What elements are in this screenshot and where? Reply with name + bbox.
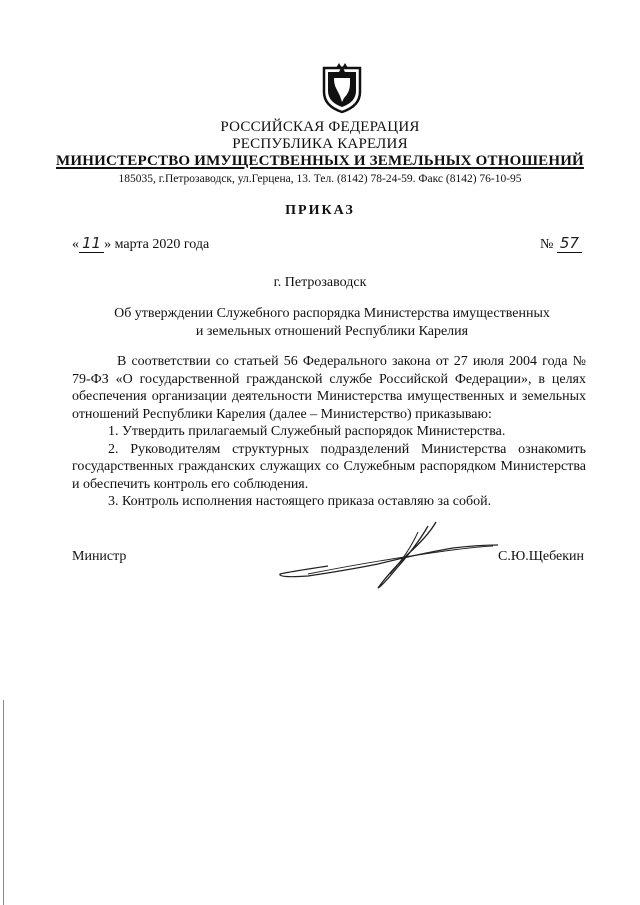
- order-item-3: 3. Контроль исполнения настоящего приказа оставляю за собой.: [108, 494, 492, 509]
- order-day-handwritten: 11: [79, 234, 104, 253]
- signatory-name: С.Ю.Щебекин: [498, 549, 585, 564]
- scan-edge-divider: [3, 700, 4, 905]
- ministry-name: МИНИСТЕРСТВО ИМУЩЕСТВЕННЫХ И ЗЕМЕЛЬНЫХ ОТНОШЕНИЙ: [56, 153, 584, 169]
- order-body: [72, 353, 586, 511]
- handwritten-signature-icon: [278, 514, 508, 592]
- subject-line-2: и земельных отношений Республики Карелия: [195, 324, 469, 339]
- signatory-role: Министр: [72, 549, 127, 564]
- ministry-address: 185035, г.Петрозаводск, ул.Герцена, 13. Тел. (8142) 78-24-59. Факс (8142) 76-10-95: [118, 173, 522, 185]
- republic-name: РЕСПУБЛИКА КАРЕЛИЯ: [232, 136, 408, 152]
- quote-close: »: [104, 237, 112, 252]
- order-number-handwritten: 57: [557, 234, 582, 253]
- number-label: №: [540, 237, 554, 252]
- document-type-title: ПРИКАЗ: [285, 203, 355, 218]
- order-month-year: марта 2020 года: [114, 237, 210, 252]
- order-date: [72, 234, 209, 253]
- order-subject: [72, 305, 592, 341]
- quote-open: «: [72, 237, 79, 252]
- order-number: [540, 234, 582, 253]
- country-name: РОССИЙСКАЯ ФЕДЕРАЦИЯ: [220, 119, 420, 135]
- order-item-1: 1. Утвердить прилагаемый Служебный распорядок Министерства.: [108, 424, 506, 439]
- order-city: г. Петрозаводск: [273, 275, 367, 290]
- preamble-paragraph: В соответствии со статьей 56 Федерального закона от 27 июля 2004 года № 79-ФЗ «О государственной гражданской службе Российской Федерации», в целях обеспечения организации деятельности Министерства имущественных и земельных отношений Республики Карелия (далее – Министерство) приказываю:: [72, 354, 586, 422]
- subject-line-1: Об утверждении Служебного распорядка Министерства имущественных: [114, 306, 550, 321]
- karelia-coat-of-arms-icon: [320, 62, 364, 114]
- order-item-2: 2. Руководителям структурных подразделений Министерства ознакомить государственных гражданских служащих со Служебным распорядком Министерства и обеспечить контроль его соблюдения.: [72, 441, 586, 492]
